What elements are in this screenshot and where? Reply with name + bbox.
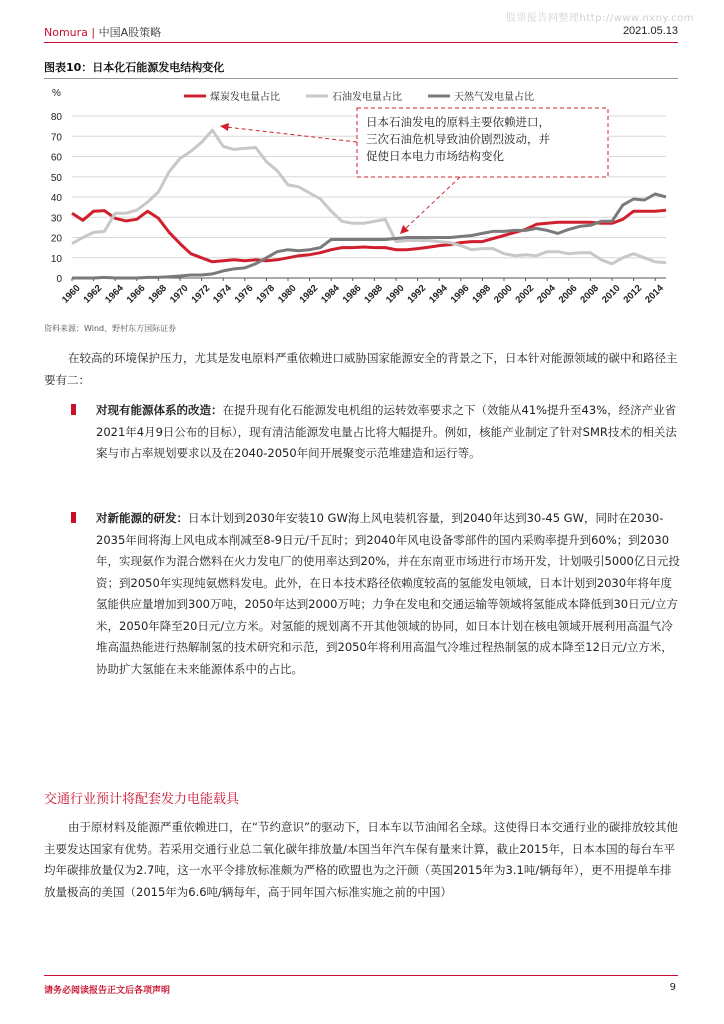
- x-tick-label: 2000: [491, 282, 515, 306]
- callout-line: 三次石油危机导致油价剧烈波动，并: [366, 134, 550, 146]
- x-tick-label: 1994: [427, 282, 450, 306]
- report-series: 中国A股策略: [98, 26, 162, 39]
- callout-arrow: [404, 177, 460, 230]
- x-tick-label: 2014: [643, 282, 666, 306]
- callout-arrowhead: [220, 123, 229, 131]
- bullet-marker: [71, 404, 76, 415]
- callout-line: 日本石油发电的原料主要依赖进口，: [366, 117, 550, 129]
- legend-item: [184, 90, 280, 103]
- header-rule: [44, 42, 678, 43]
- y-tick-label: 20: [50, 233, 62, 245]
- x-tick-label: 1968: [146, 282, 170, 306]
- paragraph: 在较高的环境保护压力，尤其是发电原料严重依赖进口威胁国家能源安全的背景之下，日本针对能源领域的碳中和路径主要有二：: [44, 351, 678, 387]
- x-tick-label: 1962: [81, 282, 105, 306]
- y-tick-label: 60: [50, 152, 62, 164]
- x-tick-label: 2004: [535, 282, 558, 306]
- bullet-text: 日本计划到2030年安装10 GW海上风电装机容量，到2040年达到30-45 GW，同时在2030-2035年间将海上风电成本削减至8-9日元/千瓦时；到2040年风电设备零部件的国内采购率提升到60%；到2030年，实现氨作为混合燃料在火力发电厂的使用率达到20%，并在东南亚市场进行市场开发，计划吸引5000亿日元投资；到2050年实现纯氨燃料发电。此外，在日本技术路径依赖度较高的氢能发电领域，日本计划到2030年将年度氢能供应量增加到300万吨，2050年达到2000万吨；力争在发电和交通运输等领域将氢能成本降低到30日元/立方米，2050年降至20日元/立方米。对氢能的规划离不开其他领域的协同，如日本计划在核电领域开展利用高温气冷堆高温热能进行热解制氢的技术研究和示范，到2050年将利用高温气冷堆过程热制氢的成本降至12日元/立方米，协助扩大氢能在未来能源体系中的占比。: [96, 511, 680, 676]
- watermark: 股票报告网整理http://www.nxny.com: [505, 13, 694, 24]
- x-axis: [60, 278, 666, 306]
- bullet-title: 对新能源的研发：: [96, 511, 188, 525]
- x-tick-label: 1980: [275, 282, 299, 306]
- x-tick-label: 1974: [211, 282, 234, 306]
- x-tick-label: 1960: [59, 282, 83, 306]
- x-tick-label: 1988: [362, 282, 386, 306]
- x-tick-label: 1970: [167, 282, 191, 306]
- y-tick-label: 30: [50, 213, 62, 225]
- bullet-title: 对现有能源体系的改造：: [96, 403, 223, 417]
- y-tick-label: 70: [50, 132, 62, 144]
- x-tick-label: 2002: [513, 282, 537, 306]
- legend-label: 石油发电量占比: [332, 92, 402, 103]
- x-tick-label: 1978: [254, 282, 278, 306]
- x-tick-label: 1998: [470, 282, 494, 306]
- figure-source: 资料来源：Wind、野村东方国际证券: [44, 324, 177, 333]
- y-axis-unit: %: [52, 88, 61, 99]
- x-tick-label: 1992: [405, 282, 429, 306]
- bullet-marker: [71, 512, 76, 523]
- paragraph: 由于原材料及能源严重依赖进口，在“节约意识”的驱动下，日本车以节油闻名全球。这使得日本交通行业的碳排放较其他主要发达国家有优势。若采用交通行业总二氧化碳年排放量/本国当年汽车保有量来计算，截止2015年，日本本国的每台车平均年碳排放量仅为2.7吨，这一水平令排放标准颇为严格的欧盟也为之汗颜（英国2015年为3.1吨/辆每年），更不用提单车排放量极高的美国（2015年为6.6吨/辆每年，高于同年国六标准实施之前的中国）: [44, 820, 678, 899]
- y-tick-label: 50: [50, 172, 62, 184]
- section-heading: 交通行业预计将配套发力电能载具: [44, 792, 240, 807]
- y-axis: [51, 88, 63, 285]
- footer-rule: [44, 975, 678, 976]
- legend-item: [306, 90, 402, 103]
- footer-disclaimer: 请务必阅读报告正文后各项声明: [44, 986, 171, 996]
- y-tick-label: 40: [50, 193, 62, 204]
- x-tick-label: 2010: [599, 282, 623, 306]
- report-date: 2021.05.13: [622, 25, 678, 37]
- x-tick-label: 2008: [578, 282, 602, 306]
- bullet-item: [96, 508, 680, 680]
- page-number: 9: [669, 982, 676, 993]
- brand-name: Nomura: [44, 26, 88, 39]
- x-tick-label: 1972: [189, 282, 213, 306]
- x-tick-label: 1984: [319, 282, 342, 306]
- x-tick-label: 1964: [103, 282, 126, 306]
- callout-line: 促使日本电力市场结构变化: [366, 151, 504, 163]
- y-tick-label: 0: [56, 274, 62, 285]
- brand-separator: |: [91, 26, 96, 39]
- figure-title: 图表10：日本化石能源发电结构变化: [44, 61, 225, 74]
- callout-arrow: [226, 127, 357, 142]
- legend-label: 煤炭发电量占比: [210, 92, 280, 103]
- x-tick-label: 1986: [340, 282, 364, 306]
- header-brand: [44, 24, 161, 40]
- series-line: [72, 194, 666, 278]
- x-tick-label: 1996: [448, 282, 472, 306]
- y-tick-label: 10: [50, 253, 62, 265]
- x-tick-label: 1976: [232, 282, 256, 306]
- figure-rule: [44, 78, 678, 79]
- legend-label: 天然气发电量占比: [454, 92, 534, 103]
- bullet-item: [96, 400, 680, 465]
- x-tick-label: 2006: [556, 282, 580, 306]
- chart-legend: [184, 90, 534, 103]
- y-tick-label: 80: [50, 112, 62, 123]
- bullet-text: 在提升现有化石能源发电机组的运转效率要求之下（效能从41%提升至43%，经济产业省2021年4月9日公布的目标），现有清洁能源发电量占比将大幅提升。例如，核能产业制定了针对SMR技术的相关法案与市占率规划要求以及在2040-2050年间开展聚变示范堆建造和运行等。: [96, 403, 677, 460]
- x-tick-label: 1982: [297, 282, 321, 306]
- x-tick-label: 1966: [124, 282, 148, 306]
- x-tick-label: 2012: [621, 282, 645, 306]
- legend-item: [428, 90, 534, 103]
- chart: [0, 80, 724, 320]
- x-tick-label: 1990: [383, 282, 407, 306]
